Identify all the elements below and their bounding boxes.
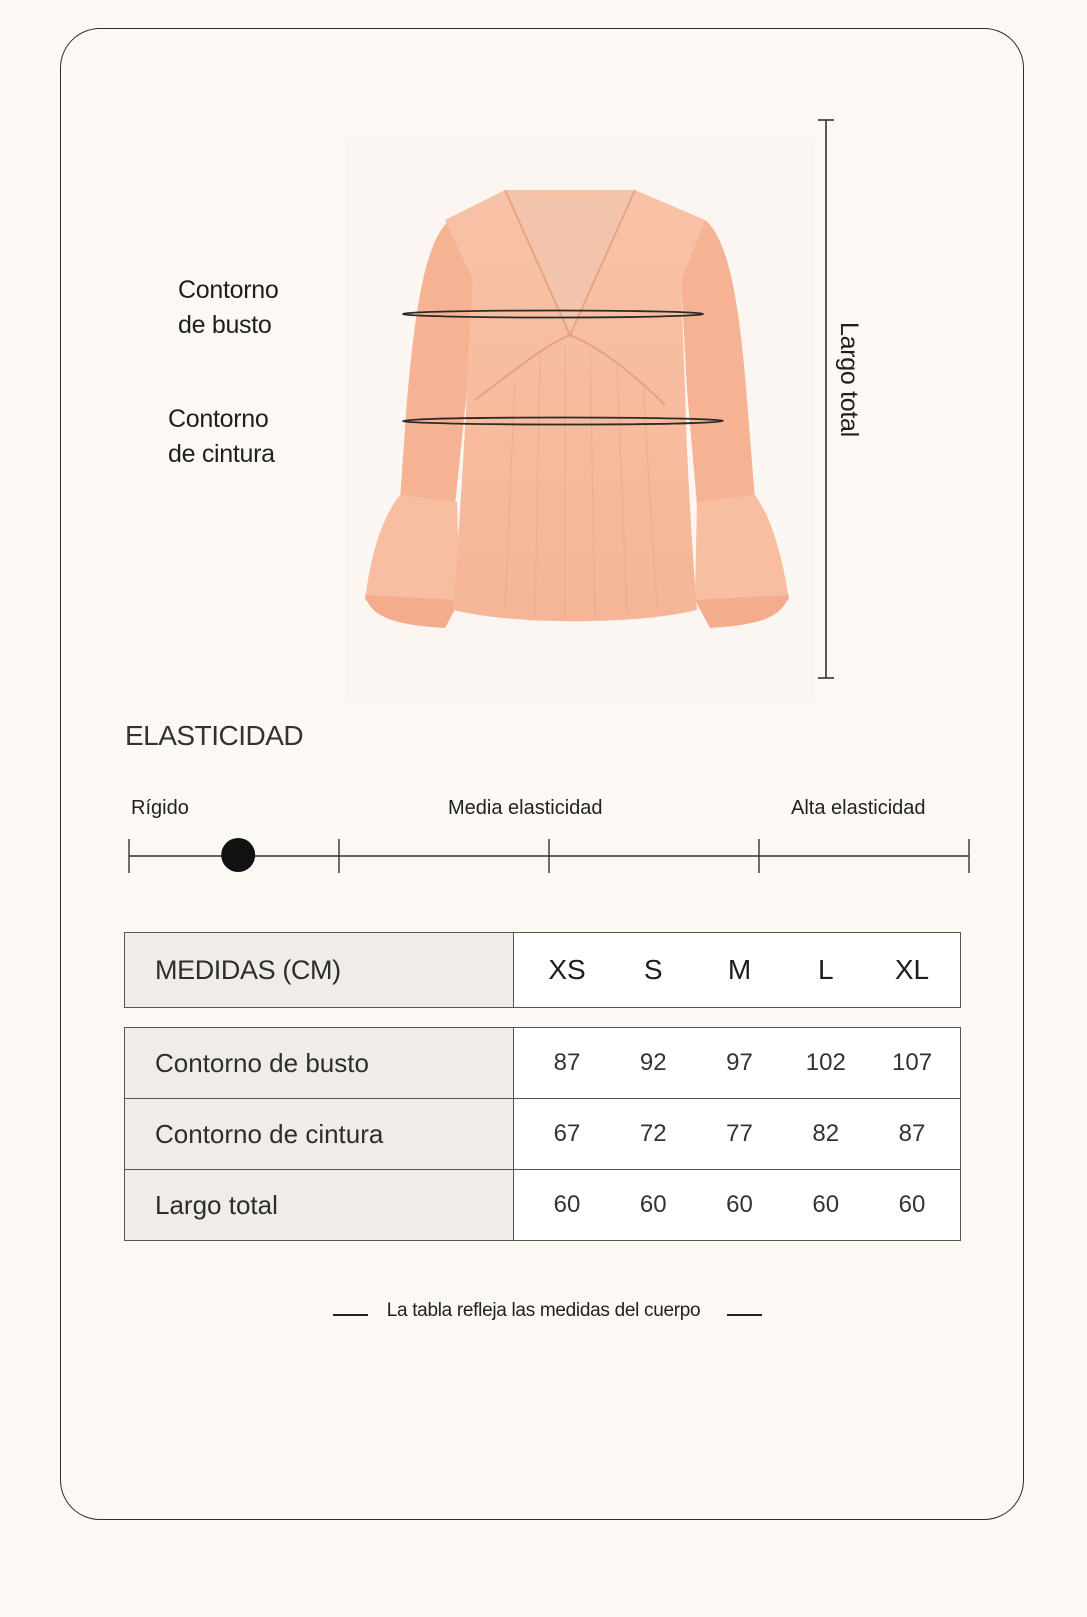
total-length-label: Largo total	[835, 322, 863, 437]
measures-header-label: MEDIDAS (CM)	[125, 933, 514, 1008]
table-cell: 87	[553, 1049, 581, 1076]
table-row	[125, 1028, 961, 1099]
table-cell: 72	[639, 1120, 667, 1147]
row-label-bust: Contorno de busto	[125, 1028, 514, 1099]
table-cell: 97	[726, 1049, 753, 1076]
elasticity-mid-label: Media elasticidad	[448, 797, 603, 819]
elasticity-high-label: Alta elasticidad	[791, 797, 926, 819]
size-header-row	[514, 954, 960, 986]
size-s: S	[643, 954, 663, 985]
waist-measure-label: Contorno de cintura	[168, 405, 275, 468]
sizes-data-table	[124, 1027, 961, 1241]
table-cell: 60	[898, 1191, 926, 1218]
footnote-text: La tabla refleja las medidas del cuerpo	[386, 1300, 701, 1321]
total-length-rule	[816, 119, 836, 679]
table-cell: 102	[805, 1049, 846, 1076]
table-cell: 87	[898, 1120, 926, 1147]
table-cell: 60	[639, 1191, 667, 1218]
blouse-illustration	[345, 140, 815, 700]
table-cell: 60	[812, 1191, 840, 1218]
table-cell: 82	[812, 1120, 840, 1147]
size-xl: XL	[894, 954, 930, 985]
elasticity-title: ELASTICIDAD	[125, 720, 304, 751]
size-xs: XS	[548, 954, 586, 985]
sizes-header-table	[124, 932, 961, 1008]
footnote-right-rule	[727, 1314, 762, 1316]
table-cell: 92	[639, 1049, 667, 1076]
table-row	[125, 1170, 961, 1241]
row-label-waist: Contorno de cintura	[125, 1099, 514, 1170]
row-label-length: Largo total	[125, 1170, 514, 1241]
table-cell: 60	[553, 1191, 581, 1218]
elasticity-low-label: Rígido	[131, 797, 189, 819]
table-cell: 60	[726, 1191, 753, 1218]
table-cell: 107	[892, 1049, 933, 1076]
bust-measure-label: Contorno de busto	[178, 276, 279, 339]
elasticity-level-marker	[221, 838, 255, 872]
elasticity-scale	[128, 837, 970, 877]
table-cell: 67	[553, 1120, 581, 1147]
size-m: M	[727, 954, 752, 985]
table-cell: 77	[726, 1120, 753, 1147]
table-row	[125, 1099, 961, 1170]
size-l: L	[817, 954, 834, 985]
